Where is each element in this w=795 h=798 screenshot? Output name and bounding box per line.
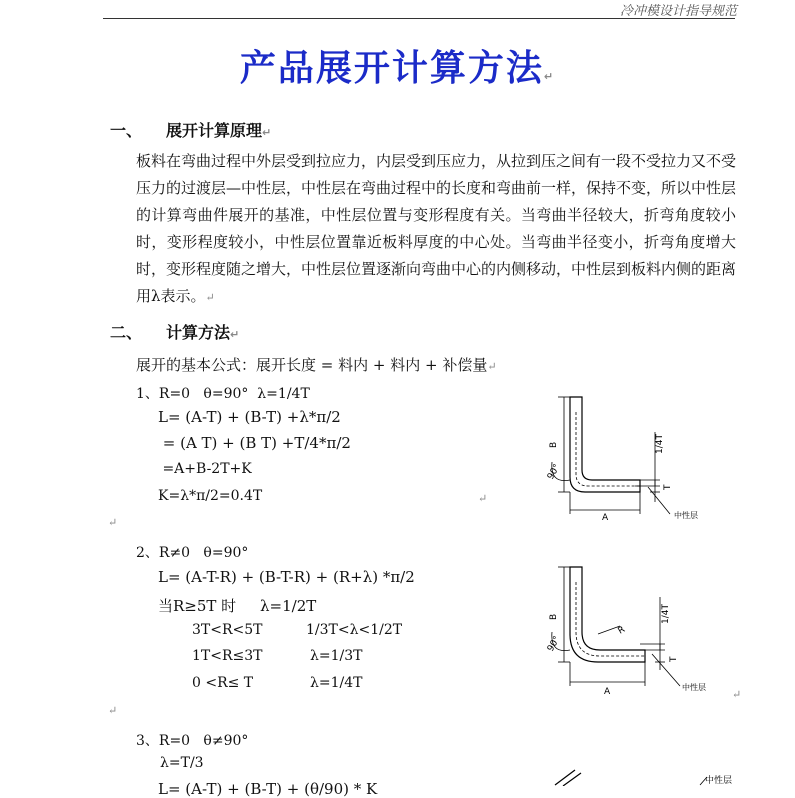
neutral-line: [576, 412, 640, 486]
case-2-condition: 当R≥5T 时 λ=1/2T: [158, 597, 317, 615]
case-2-range-1: 3T<R<5T: [192, 622, 263, 638]
label-14t: 1/4T: [655, 434, 665, 454]
paragraph-mark: ↵: [230, 328, 240, 341]
diagram-bend-angle: [545, 765, 745, 786]
label-a: A: [604, 687, 611, 697]
section-2-number: 二、: [110, 323, 143, 342]
diagram-bend-r: [540, 562, 735, 700]
paragraph-mark: ↵: [487, 360, 497, 373]
page-title-text: 产品展开计算方法: [239, 48, 544, 89]
label-neutral: 中性层: [682, 683, 706, 692]
label-b: B: [549, 441, 559, 448]
case-2-lambda-3: λ=1/4T: [310, 675, 363, 691]
case-1-formula-3: =A+B-2T+K: [158, 461, 252, 477]
paragraph-mark: ↵: [205, 291, 215, 304]
section-1-paragraph-text: 板料在弯曲过程中外层受到拉应力，内层受到压应力，从拉到压之间有一段不受拉力又不受压力的过渡层—中性层，中性层在弯曲过程中的长度和弯曲前一样，保持不变，所以中性层的计算弯曲件展开的基准，中性层位置与变形程度有关。当弯曲半径较大，折弯角度较小时，变形程度较小，中性层位置靠近板料厚度的中心处。当弯曲半径变小，折弯角度增大时，变形程度随之增大，中性层位置逐渐向弯曲中心的内侧移动，中性层到板料内侧的距离用λ表示。: [136, 152, 737, 305]
case-3-formula: L= (A-T) + (B-T) + (θ/90) * K: [158, 780, 378, 798]
paragraph-mark: ↵: [478, 492, 488, 505]
diagram-bend-r0: [530, 392, 735, 527]
case-1-formula-1: L= (A-T) + (B-T) +λ*π/2: [158, 408, 341, 426]
label-14t: 1/4T: [661, 604, 671, 624]
case-2-range-2: 1T<R≤3T: [192, 648, 263, 664]
case-3-title: 3、R=0 θ≠90°: [136, 733, 249, 749]
label-b: B: [549, 613, 559, 620]
case-2-lambda-1: 1/3T<λ<1/2T: [306, 622, 403, 638]
page-title: [0, 40, 795, 91]
paragraph-mark: ↵: [732, 688, 742, 701]
label-t: T: [663, 484, 673, 490]
case-3-lambda: λ=T/3: [160, 755, 204, 771]
basic-formula: [136, 354, 497, 375]
case-2-formula: L= (A-T-R) + (B-T-R) + (R+λ) *π/2: [158, 568, 415, 586]
label-a: A: [602, 513, 609, 523]
label-t: T: [669, 656, 679, 662]
section-1-title: 展开计算原理: [166, 121, 263, 140]
paragraph-mark: ↵: [543, 70, 556, 83]
basic-formula-text: 展开的基本公式：展开长度 = 料内 + 料内 + 补偿量: [136, 356, 488, 374]
case-1-formula-2: = (A T) + (B T) +T/4*π/2: [158, 434, 351, 452]
case-2-lambda-2: λ=1/3T: [310, 648, 363, 664]
case-2-range-3: 0 <R≤ T: [192, 675, 254, 691]
section-1-heading: [110, 118, 271, 141]
case-1-formula-4: K=λ*π/2=0.4T: [158, 488, 263, 504]
case-2-title: 2、R≠0 θ=90°: [136, 545, 249, 561]
header-text: 冷冲模设计指导规范: [619, 4, 737, 19]
label-90: 90°: [545, 462, 563, 482]
paragraph-mark: ↵: [262, 126, 272, 139]
label-neutral: 中性层: [674, 511, 698, 520]
label-90: 90°: [545, 634, 563, 654]
label-r: R: [616, 624, 627, 637]
sheet-outline: [570, 397, 640, 492]
section-2-title: 计算方法: [166, 323, 231, 342]
section-2-heading: [110, 320, 239, 343]
label-neutral: 中性层: [705, 776, 733, 786]
section-1-paragraph: [136, 148, 736, 311]
case-1-title: 1、R=0 θ=90° λ=1/4T: [136, 386, 310, 402]
paragraph-mark: ↵: [108, 704, 118, 717]
paragraph-mark: ↵: [108, 516, 118, 529]
section-1-number: 一、: [110, 121, 143, 140]
sheet-outline: [570, 567, 645, 662]
